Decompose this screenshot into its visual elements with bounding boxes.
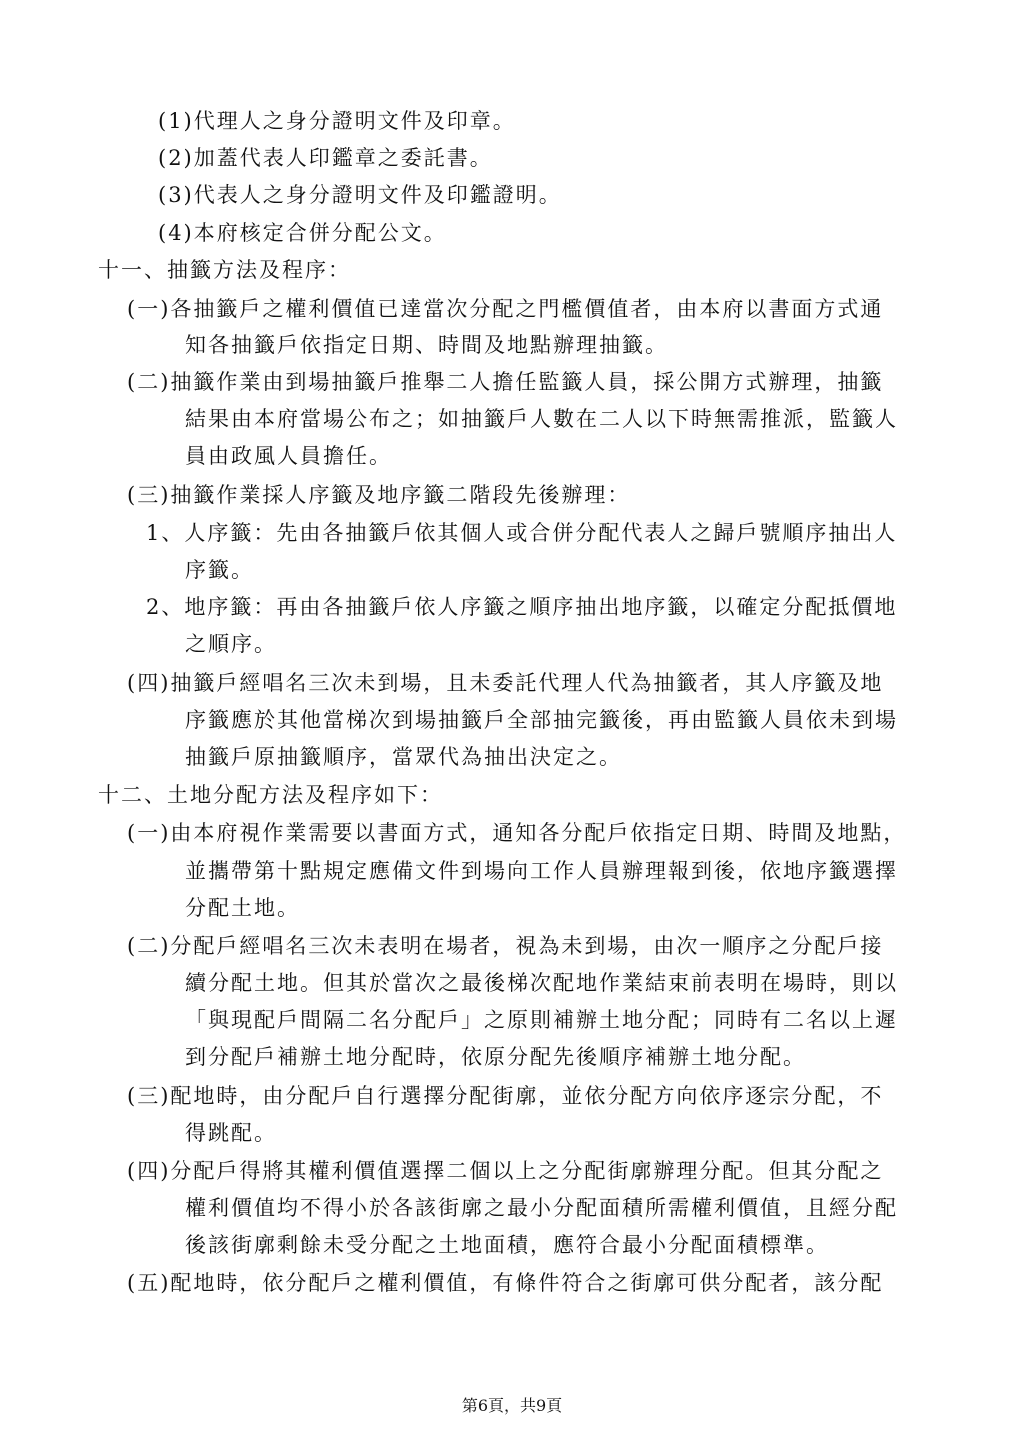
text-line bbox=[185, 742, 622, 772]
text-line bbox=[185, 1042, 806, 1072]
text-line bbox=[127, 367, 883, 397]
line-text: 分配戶得將其權利價值選擇二個以上之分配街廓辦理分配。但其分配之 bbox=[170, 1159, 884, 1183]
item-number: (2) bbox=[158, 146, 194, 170]
item-number: (4) bbox=[158, 221, 194, 245]
item-number: (五) bbox=[127, 1271, 171, 1295]
line-text: 加蓋代表人印鑑章之委託書。 bbox=[193, 146, 493, 170]
item-number: (1) bbox=[158, 109, 194, 133]
line-text: 抽籤作業採人序籤及地序籤二階段先後辦理： bbox=[170, 483, 631, 507]
text-line bbox=[185, 1005, 898, 1035]
line-text: 抽籤戶原抽籤順序，當眾代為抽出決定之。 bbox=[185, 745, 622, 769]
text-line bbox=[158, 106, 516, 136]
line-text: 之順序。 bbox=[185, 632, 277, 656]
text-line bbox=[127, 668, 883, 698]
line-text: 各抽籤戶之權利價值已達當次分配之門檻價值者，由本府以書面方式通 bbox=[170, 297, 884, 321]
line-text: 人序籤：先由各抽籤戶依其個人或合併分配代表人之歸戶號順序抽出人 bbox=[184, 521, 898, 545]
text-line bbox=[185, 441, 392, 471]
line-text: 代理人之身分證明文件及印章。 bbox=[193, 109, 516, 133]
line-text: 序籤應於其他當梯次到場抽籤戶全部抽完籤後，再由監籤人員依未到場 bbox=[185, 708, 898, 732]
text-line bbox=[98, 780, 443, 810]
text-line bbox=[127, 931, 883, 961]
line-text: 得跳配。 bbox=[185, 1121, 277, 1145]
line-text: 配地時，依分配戶之權利價值，有條件符合之街廓可供分配者，該分配 bbox=[170, 1271, 884, 1295]
item-number: 1、 bbox=[146, 521, 185, 545]
item-number: 十一、 bbox=[98, 258, 167, 282]
text-line bbox=[185, 968, 898, 998]
line-text: 抽籤方法及程序： bbox=[167, 258, 351, 282]
text-line bbox=[127, 818, 906, 848]
text-line bbox=[185, 1230, 829, 1260]
line-text: 結果由本府當場公布之；如抽籤戶人數在二人以下時無需推派，監籤人 bbox=[185, 407, 898, 431]
item-number: (一) bbox=[127, 821, 171, 845]
line-text: 地序籤：再由各抽籤戶依人序籤之順序抽出地序籤，以確定分配抵價地 bbox=[184, 595, 898, 619]
item-number: (3) bbox=[158, 183, 194, 207]
item-number: (三) bbox=[127, 1084, 171, 1108]
text-line bbox=[185, 705, 898, 735]
line-text: 本府核定合併分配公文。 bbox=[193, 221, 447, 245]
line-text: 知各抽籤戶依指定日期、時間及地點辦理抽籤。 bbox=[185, 333, 668, 357]
text-line bbox=[127, 294, 883, 324]
line-text: 權利價值均不得小於各該街廓之最小分配面積所需權利價值，且經分配 bbox=[185, 1196, 898, 1220]
item-number: (四) bbox=[127, 671, 171, 695]
item-number: (三) bbox=[127, 483, 171, 507]
text-line bbox=[185, 856, 898, 886]
page-number: 第6頁，共9頁 bbox=[461, 1396, 563, 1415]
text-line bbox=[185, 1118, 277, 1148]
text-line bbox=[185, 893, 300, 923]
line-text: 到分配戶補辦土地分配時，依原分配先後順序補辦土地分配。 bbox=[185, 1045, 806, 1069]
line-text: 分配戶經唱名三次未表明在場者，視為未到場，由次一順序之分配戶接 bbox=[170, 934, 884, 958]
item-number: (一) bbox=[127, 297, 171, 321]
item-number: (二) bbox=[127, 934, 171, 958]
line-text: 代表人之身分證明文件及印鑑證明。 bbox=[193, 183, 562, 207]
line-text: 土地分配方法及程序如下： bbox=[167, 783, 443, 807]
line-text: 由本府視作業需要以書面方式，通知各分配戶依指定日期、時間及地點， bbox=[170, 821, 907, 845]
line-text: 「與現配戶間隔二名分配戶」之原則補辦土地分配；同時有二名以上遲 bbox=[185, 1008, 898, 1032]
text-line bbox=[158, 218, 447, 248]
line-text: 員由政風人員擔任。 bbox=[185, 444, 392, 468]
text-line bbox=[185, 1193, 898, 1223]
text-line bbox=[158, 180, 562, 210]
item-number: 十二、 bbox=[98, 783, 167, 807]
line-text: 配地時，由分配戶自行選擇分配街廓，並依分配方向依序逐宗分配，不 bbox=[170, 1084, 884, 1108]
text-line bbox=[127, 1081, 883, 1111]
text-line bbox=[146, 518, 897, 548]
line-text: 抽籤戶經唱名三次未到場，且未委託代理人代為抽籤者，其人序籤及地 bbox=[170, 671, 884, 695]
line-text: 續分配土地。但其於當次之最後梯次配地作業結束前表明在場時，則以 bbox=[185, 971, 898, 995]
item-number: (四) bbox=[127, 1159, 171, 1183]
item-number: 2、 bbox=[146, 595, 185, 619]
line-text: 後該街廓剩餘未受分配之土地面積，應符合最小分配面積標準。 bbox=[185, 1233, 829, 1257]
text-line bbox=[158, 143, 493, 173]
line-text: 並攜帶第十點規定應備文件到場向工作人員辦理報到後，依地序籤選擇 bbox=[185, 859, 898, 883]
text-line bbox=[185, 330, 668, 360]
text-line bbox=[185, 404, 898, 434]
line-text: 序籤。 bbox=[185, 558, 254, 582]
line-text: 抽籤作業由到場抽籤戶推舉二人擔任監籤人員，採公開方式辦理，抽籤 bbox=[170, 370, 884, 394]
line-text: 分配土地。 bbox=[185, 896, 300, 920]
text-line bbox=[127, 480, 630, 510]
text-line bbox=[127, 1156, 883, 1186]
text-line bbox=[98, 255, 351, 285]
text-line bbox=[127, 1268, 883, 1298]
item-number: (二) bbox=[127, 370, 171, 394]
text-line bbox=[185, 629, 277, 659]
text-line bbox=[146, 592, 897, 622]
text-line bbox=[185, 555, 254, 585]
